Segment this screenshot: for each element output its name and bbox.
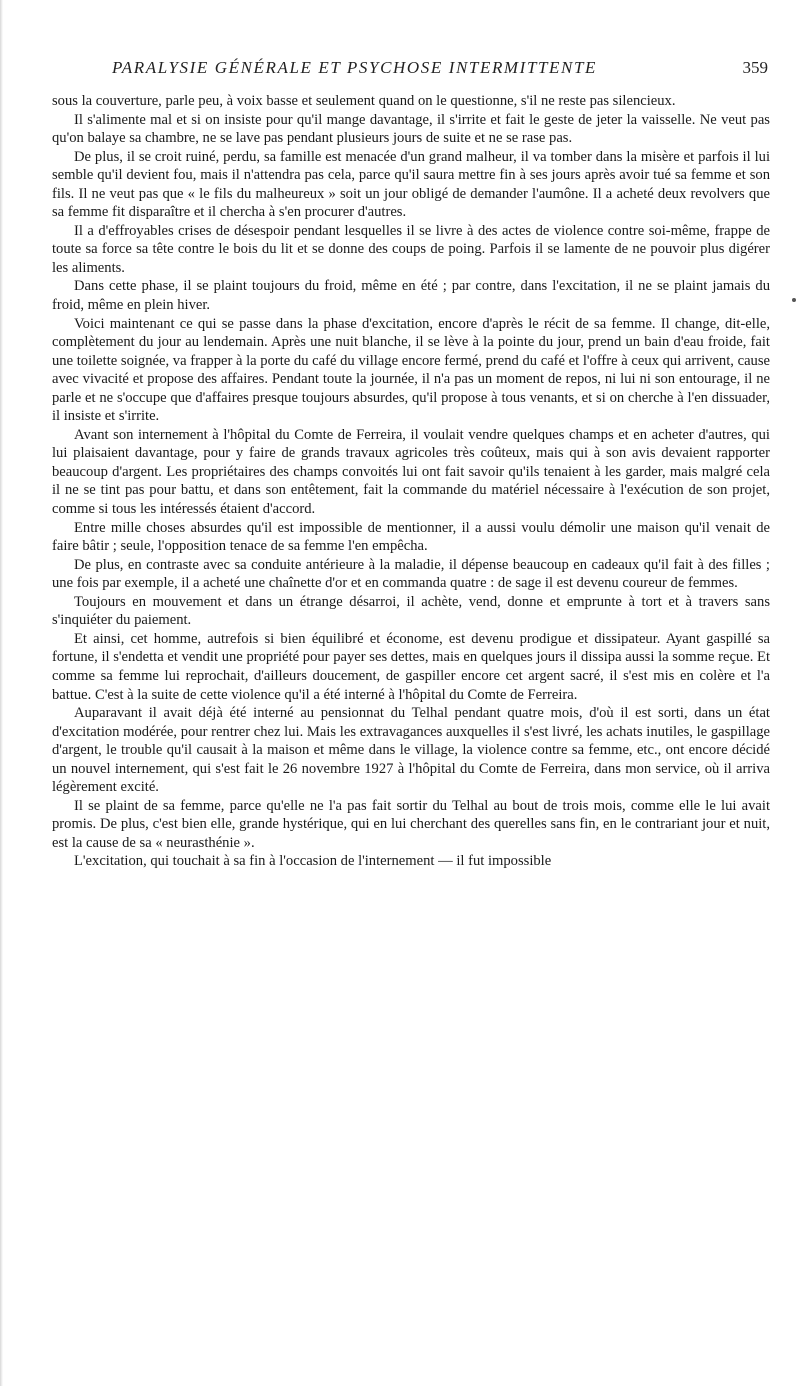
paragraph-12: Auparavant il avait déjà été interné au pensionnat du Telhal pendant quatre mois, d'où il est sorti, dans un état d'excitation modérée, pour rentrer chez lui. Mais les extravagances auxquelles il s'est livré, les achats inutiles, le gaspillage d'argent, le trouble qu'il causait à la maison et même dans le village, la violence contre sa femme, etc., ont encore décidé un nouvel internement, qui s'est fait le 26 novembre 1927 à l'hôpital du Comte de Ferreira, dans mon service, où il arriva légèrement excité. [52, 705, 770, 796]
paragraph-6: Voici maintenant ce qui se passe dans la phase d'excitation, encore d'après le récit de sa femme. Il change, dit-elle, complètement du jour au lendemain. Après une nuit blanche, il se lève à la pointe du jour, prend un bain d'eau froide, fait une toilette soignée, va frapper à la porte du café du village encore fermé, prend du café et l'offre à ceux qui arrivent, cause avec vivacité et propose des affaires. Pendant toute la journée, il n'a pas un moment de repos, ni lui ni son entourage, il ne parle et ne s'occupe que d'affaires presque toujours absurdes, qu'il propose à tous venants, et si on cherche à l'en dissuader, il insiste et s'irrite. [52, 315, 770, 425]
paragraph-2: Il s'alimente mal et si on insiste pour qu'il mange davantage, il s'irrite et fait le geste de jeter la vaisselle. Ne veut pas qu'on balaye sa chambre, ne se lave pas pendant plusieurs jours de suite et ne se rase pas. [52, 111, 770, 147]
paragraph-8: Entre mille choses absurdes qu'il est impossible de mentionner, il a aussi voulu démolir une maison qu'il venait de faire bâtir ; seule, l'opposition tenace de sa femme l'en empêcha. [52, 519, 770, 555]
paragraph-10: Toujours en mouvement et dans un étrange désarroi, il achète, vend, donne et emprunte à tort et à travers sans s'inquiéter du paiement. [52, 593, 770, 629]
paragraph-9: De plus, en contraste avec sa conduite antérieure à la maladie, il dépense beaucoup en cadeaux qu'il fait à des filles ; une fois par exemple, il a acheté une chaînette d'or et en commanda quatre : de sage il est devenu coureur de femmes. [52, 556, 770, 592]
paragraph-3: De plus, il se croit ruiné, perdu, sa famille est menacée d'un grand malheur, il va tomber dans la misère et parfois il lui semble qu'il devient fou, mais il n'attendra pas cela, parce qu'il saura mettre fin à ses jours après avoir tué sa femme et son fils. Il ne veut pas que « le fils du malheureux » soit un jour obligé de demander l'aumône. Il a acheté deux revolvers que sa femme fit disparaître et il chercha à s'en procurer d'autres. [52, 148, 770, 221]
running-head [52, 58, 772, 84]
paragraph-13: Il se plaint de sa femme, parce qu'elle ne l'a pas fait sortir du Telhal au bout de trois mois, comme elle le lui avait promis. De plus, c'est bien elle, grande hystérique, qui en lui cherchant des querelles sans fin, en le contrariant jour et nuit, est la cause de sa « neurasthénie ». [52, 797, 770, 851]
running-title: PARALYSIE GÉNÉRALE ET PSYCHOSE INTERMITTENTE [112, 58, 598, 77]
paragraph-4: Il a d'effroyables crises de désespoir pendant lesquelles il se livre à des actes de violence contre soi-même, frappe de toute sa force sa tête contre le bois du lit et se donne des coups de poing. Parfois il se lamente de ne pouvoir plus digérer les aliments. [52, 222, 770, 276]
page-number: 359 [742, 58, 768, 77]
scan-speck [792, 298, 796, 302]
paragraph-11: Et ainsi, cet homme, autrefois si bien équilibré et économe, est devenu prodigue et dissipateur. Ayant gaspillé sa fortune, il s'endetta et vendit une propriété pour payer ses dettes, mais en quelques jours il dissipa aussi la somme reçue. Et comme sa femme lui reprochait, d'ailleurs doucement, de gaspiller encore cet argent sacré, il s'est mis en colère et l'a battue. C'est à la suite de cette violence qu'il a été interné à l'hôpital du Comte de Ferreira. [52, 630, 770, 703]
body-text [52, 92, 770, 871]
page-edge-shadow [0, 0, 3, 1386]
paragraph-5: Dans cette phase, il se plaint toujours du froid, même en été ; par contre, dans l'excitation, il ne se plaint jamais du froid, même en plein hiver. [52, 278, 770, 314]
paragraph-7: Avant son internement à l'hôpital du Comte de Ferreira, il voulait vendre quelques champs et en acheter d'autres, qui lui plaisaient davantage, pour y faire de grands travaux agricoles très coûteux, mais qui à son avis devaient rapporter beaucoup d'argent. Les propriétaires des champs convoités lui ont fait savoir qu'ils tenaient à les garder, mais malgré cela il ne se tint pas pour battu, et dans son entêtement, fait la commande du matériel nécessaire à l'exécution de son projet, comme si tous les intéressés étaient d'accord. [52, 426, 770, 518]
paragraph-14: L'excitation, qui touchait à sa fin à l'occasion de l'internement — il fut impossible [74, 853, 552, 870]
paragraph-1: sous la couverture, parle peu, à voix basse et seulement quand on le questionne, s'il ne reste pas silencieux. [52, 93, 676, 109]
